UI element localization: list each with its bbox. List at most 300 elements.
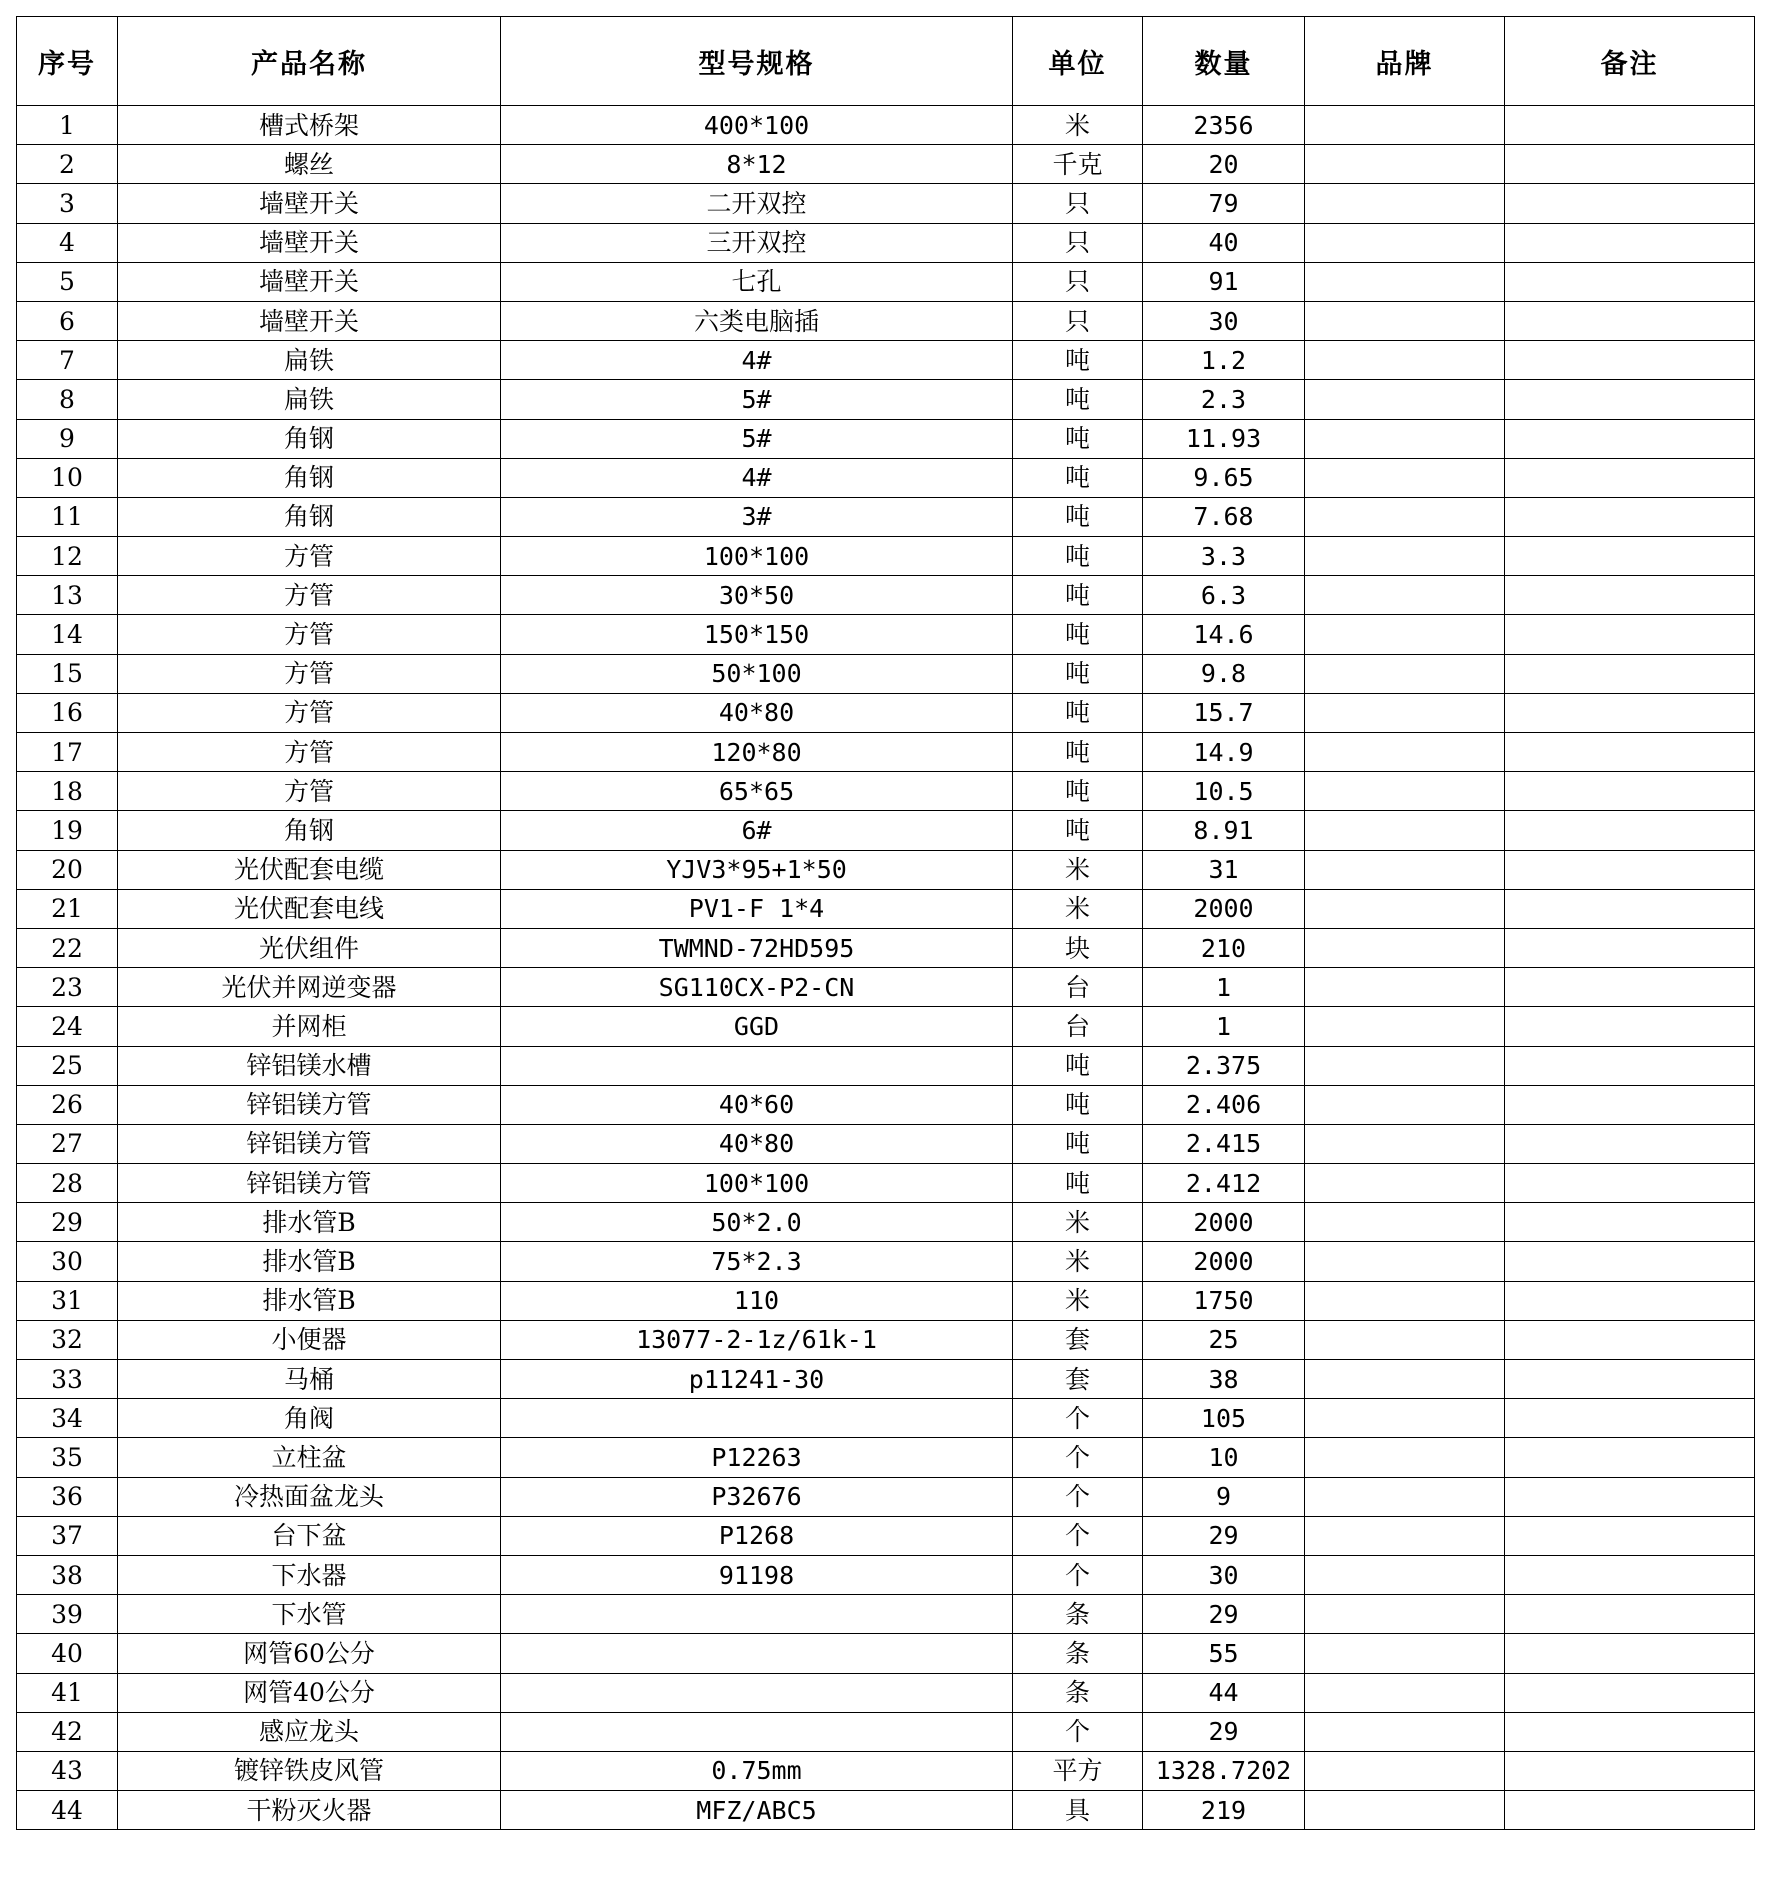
cell-unit: 吨 [1013, 576, 1143, 615]
cell-quantity: 219 [1143, 1791, 1305, 1830]
cell-remarks [1505, 1320, 1755, 1359]
table-row [17, 1046, 1755, 1085]
cell-model-spec: 40*60 [501, 1085, 1013, 1124]
cell-remarks [1505, 968, 1755, 1007]
cell-remarks [1505, 850, 1755, 889]
cell-unit: 吨 [1013, 1085, 1143, 1124]
header-unit: 单位 [1013, 17, 1143, 106]
cell-model-spec [501, 1673, 1013, 1712]
cell-index: 29 [17, 1203, 118, 1242]
cell-unit: 米 [1013, 1242, 1143, 1281]
cell-index: 5 [17, 262, 118, 301]
cell-brand [1305, 968, 1505, 1007]
cell-index: 28 [17, 1164, 118, 1203]
cell-product-name: 下水管 [118, 1595, 501, 1634]
cell-unit: 条 [1013, 1634, 1143, 1673]
cell-remarks [1505, 733, 1755, 772]
cell-index: 27 [17, 1124, 118, 1163]
cell-remarks [1505, 341, 1755, 380]
cell-brand [1305, 811, 1505, 850]
cell-quantity: 55 [1143, 1634, 1305, 1673]
cell-product-name: 角钢 [118, 419, 501, 458]
cell-quantity: 30 [1143, 301, 1305, 340]
cell-model-spec: 3# [501, 497, 1013, 536]
cell-model-spec: 50*100 [501, 654, 1013, 693]
cell-remarks [1505, 654, 1755, 693]
cell-index: 2 [17, 145, 118, 184]
cell-remarks [1505, 615, 1755, 654]
cell-quantity: 6.3 [1143, 576, 1305, 615]
cell-remarks [1505, 458, 1755, 497]
table-row [17, 1751, 1755, 1790]
cell-index: 9 [17, 419, 118, 458]
cell-model-spec: P12263 [501, 1438, 1013, 1477]
cell-unit: 吨 [1013, 341, 1143, 380]
cell-index: 14 [17, 615, 118, 654]
table-row [17, 1555, 1755, 1594]
cell-quantity: 9 [1143, 1477, 1305, 1516]
cell-quantity: 2000 [1143, 1203, 1305, 1242]
cell-index: 35 [17, 1438, 118, 1477]
table-row [17, 1791, 1755, 1830]
cell-brand [1305, 850, 1505, 889]
cell-product-name: 感应龙头 [118, 1712, 501, 1751]
cell-remarks [1505, 1046, 1755, 1085]
cell-remarks [1505, 1124, 1755, 1163]
table-row [17, 1438, 1755, 1477]
cell-model-spec: MFZ/ABC5 [501, 1791, 1013, 1830]
cell-quantity: 1 [1143, 1007, 1305, 1046]
materials-table [16, 16, 1755, 1830]
cell-remarks [1505, 301, 1755, 340]
cell-product-name: 方管 [118, 772, 501, 811]
cell-quantity: 29 [1143, 1516, 1305, 1555]
cell-product-name: 干粉灭火器 [118, 1791, 501, 1830]
cell-model-spec: SG110CX-P2-CN [501, 968, 1013, 1007]
cell-brand [1305, 419, 1505, 458]
cell-product-name: 角钢 [118, 497, 501, 536]
cell-quantity: 3.3 [1143, 537, 1305, 576]
cell-product-name: 冷热面盆龙头 [118, 1477, 501, 1516]
cell-quantity: 2000 [1143, 1242, 1305, 1281]
cell-quantity: 1 [1143, 968, 1305, 1007]
cell-index: 33 [17, 1360, 118, 1399]
cell-remarks [1505, 889, 1755, 928]
cell-quantity: 91 [1143, 262, 1305, 301]
cell-model-spec: 150*150 [501, 615, 1013, 654]
cell-unit: 吨 [1013, 811, 1143, 850]
table-row [17, 1281, 1755, 1320]
cell-index: 21 [17, 889, 118, 928]
cell-quantity: 31 [1143, 850, 1305, 889]
cell-model-spec: 三开双控 [501, 223, 1013, 262]
cell-unit: 米 [1013, 1281, 1143, 1320]
cell-model-spec: P1268 [501, 1516, 1013, 1555]
cell-remarks [1505, 1477, 1755, 1516]
cell-brand [1305, 1320, 1505, 1359]
cell-product-name: 光伏配套电线 [118, 889, 501, 928]
cell-unit: 吨 [1013, 537, 1143, 576]
cell-quantity: 29 [1143, 1712, 1305, 1751]
cell-product-name: 镀锌铁皮风管 [118, 1751, 501, 1790]
cell-model-spec: 5# [501, 419, 1013, 458]
table-row [17, 458, 1755, 497]
cell-unit: 吨 [1013, 654, 1143, 693]
cell-product-name: 下水器 [118, 1555, 501, 1594]
cell-product-name: 排水管B [118, 1242, 501, 1281]
cell-index: 11 [17, 497, 118, 536]
cell-remarks [1505, 184, 1755, 223]
cell-remarks [1505, 1360, 1755, 1399]
cell-product-name: 角钢 [118, 811, 501, 850]
cell-product-name: 锌铝镁方管 [118, 1164, 501, 1203]
cell-brand [1305, 1281, 1505, 1320]
table-row [17, 576, 1755, 615]
cell-product-name: 方管 [118, 537, 501, 576]
cell-unit: 个 [1013, 1477, 1143, 1516]
table-row [17, 1477, 1755, 1516]
cell-product-name: 光伏组件 [118, 928, 501, 967]
cell-unit: 条 [1013, 1595, 1143, 1634]
cell-remarks [1505, 1634, 1755, 1673]
cell-unit: 只 [1013, 262, 1143, 301]
cell-brand [1305, 1751, 1505, 1790]
cell-remarks [1505, 1164, 1755, 1203]
table-row [17, 850, 1755, 889]
cell-quantity: 2.412 [1143, 1164, 1305, 1203]
cell-model-spec: p11241-30 [501, 1360, 1013, 1399]
cell-quantity: 14.6 [1143, 615, 1305, 654]
cell-brand [1305, 1046, 1505, 1085]
cell-index: 24 [17, 1007, 118, 1046]
cell-product-name: 小便器 [118, 1320, 501, 1359]
cell-remarks [1505, 811, 1755, 850]
cell-index: 23 [17, 968, 118, 1007]
cell-brand [1305, 1007, 1505, 1046]
cell-remarks [1505, 1085, 1755, 1124]
cell-remarks [1505, 1791, 1755, 1830]
cell-model-spec: 400*100 [501, 106, 1013, 145]
table-row [17, 1516, 1755, 1555]
table-row [17, 1320, 1755, 1359]
cell-index: 10 [17, 458, 118, 497]
table-row [17, 1595, 1755, 1634]
cell-model-spec [501, 1595, 1013, 1634]
cell-brand [1305, 1477, 1505, 1516]
cell-quantity: 2.375 [1143, 1046, 1305, 1085]
table-row [17, 106, 1755, 145]
cell-product-name: 光伏并网逆变器 [118, 968, 501, 1007]
cell-quantity: 44 [1143, 1673, 1305, 1712]
cell-index: 40 [17, 1634, 118, 1673]
cell-product-name: 墙壁开关 [118, 262, 501, 301]
table-row [17, 1007, 1755, 1046]
cell-product-name: 槽式桥架 [118, 106, 501, 145]
cell-model-spec: 6# [501, 811, 1013, 850]
table-row [17, 1399, 1755, 1438]
cell-index: 4 [17, 223, 118, 262]
table-row [17, 1634, 1755, 1673]
cell-model-spec: 91198 [501, 1555, 1013, 1594]
cell-remarks [1505, 1007, 1755, 1046]
cell-brand [1305, 145, 1505, 184]
cell-index: 3 [17, 184, 118, 223]
cell-brand [1305, 301, 1505, 340]
cell-product-name: 马桶 [118, 1360, 501, 1399]
cell-brand [1305, 772, 1505, 811]
cell-remarks [1505, 223, 1755, 262]
cell-index: 20 [17, 850, 118, 889]
cell-quantity: 11.93 [1143, 419, 1305, 458]
cell-quantity: 14.9 [1143, 733, 1305, 772]
cell-product-name: 并网柜 [118, 1007, 501, 1046]
cell-unit: 个 [1013, 1438, 1143, 1477]
cell-quantity: 10.5 [1143, 772, 1305, 811]
cell-product-name: 锌铝镁方管 [118, 1085, 501, 1124]
cell-quantity: 7.68 [1143, 497, 1305, 536]
cell-model-spec: 七孔 [501, 262, 1013, 301]
cell-unit: 米 [1013, 106, 1143, 145]
cell-index: 13 [17, 576, 118, 615]
cell-product-name: 台下盆 [118, 1516, 501, 1555]
cell-index: 43 [17, 1751, 118, 1790]
cell-index: 39 [17, 1595, 118, 1634]
cell-model-spec: P32676 [501, 1477, 1013, 1516]
cell-brand [1305, 1242, 1505, 1281]
cell-quantity: 1.2 [1143, 341, 1305, 380]
cell-index: 18 [17, 772, 118, 811]
cell-product-name: 方管 [118, 654, 501, 693]
cell-brand [1305, 1791, 1505, 1830]
cell-index: 42 [17, 1712, 118, 1751]
cell-model-spec: 13077-2-1z/61k-1 [501, 1320, 1013, 1359]
table-row [17, 615, 1755, 654]
cell-brand [1305, 1164, 1505, 1203]
cell-product-name: 锌铝镁方管 [118, 1124, 501, 1163]
cell-model-spec [501, 1399, 1013, 1438]
cell-model-spec: YJV3*95+1*50 [501, 850, 1013, 889]
cell-brand [1305, 380, 1505, 419]
cell-unit: 平方 [1013, 1751, 1143, 1790]
cell-model-spec: 40*80 [501, 1124, 1013, 1163]
cell-remarks [1505, 1399, 1755, 1438]
table-row [17, 1085, 1755, 1124]
cell-product-name: 螺丝 [118, 145, 501, 184]
cell-product-name: 方管 [118, 693, 501, 732]
cell-model-spec: 5# [501, 380, 1013, 419]
table-row [17, 184, 1755, 223]
table-row [17, 811, 1755, 850]
cell-index: 16 [17, 693, 118, 732]
cell-index: 25 [17, 1046, 118, 1085]
cell-index: 34 [17, 1399, 118, 1438]
cell-quantity: 2.406 [1143, 1085, 1305, 1124]
cell-model-spec [501, 1634, 1013, 1673]
cell-quantity: 29 [1143, 1595, 1305, 1634]
cell-brand [1305, 693, 1505, 732]
cell-unit: 米 [1013, 1203, 1143, 1242]
cell-unit: 个 [1013, 1555, 1143, 1594]
table-row [17, 1712, 1755, 1751]
cell-index: 1 [17, 106, 118, 145]
table-row [17, 1203, 1755, 1242]
cell-brand [1305, 889, 1505, 928]
cell-model-spec: 50*2.0 [501, 1203, 1013, 1242]
cell-unit: 米 [1013, 850, 1143, 889]
cell-quantity: 40 [1143, 223, 1305, 262]
cell-remarks [1505, 1555, 1755, 1594]
cell-remarks [1505, 497, 1755, 536]
cell-brand [1305, 262, 1505, 301]
cell-model-spec [501, 1712, 1013, 1751]
cell-remarks [1505, 1203, 1755, 1242]
cell-model-spec: 110 [501, 1281, 1013, 1320]
cell-quantity: 30 [1143, 1555, 1305, 1594]
cell-unit: 吨 [1013, 772, 1143, 811]
cell-model-spec: 4# [501, 341, 1013, 380]
cell-quantity: 1328.7202 [1143, 1751, 1305, 1790]
cell-brand [1305, 576, 1505, 615]
cell-brand [1305, 1595, 1505, 1634]
cell-unit: 只 [1013, 184, 1143, 223]
cell-quantity: 105 [1143, 1399, 1305, 1438]
cell-index: 17 [17, 733, 118, 772]
cell-brand [1305, 223, 1505, 262]
cell-brand [1305, 1516, 1505, 1555]
table-row [17, 733, 1755, 772]
cell-brand [1305, 733, 1505, 772]
cell-model-spec: 75*2.3 [501, 1242, 1013, 1281]
header-index: 序号 [17, 17, 118, 106]
cell-unit: 个 [1013, 1712, 1143, 1751]
cell-product-name: 排水管B [118, 1281, 501, 1320]
cell-unit: 千克 [1013, 145, 1143, 184]
cell-brand [1305, 1712, 1505, 1751]
header-model-spec: 型号规格 [501, 17, 1013, 106]
cell-product-name: 方管 [118, 576, 501, 615]
cell-product-name: 方管 [118, 733, 501, 772]
cell-model-spec: 六类电脑插 [501, 301, 1013, 340]
cell-brand [1305, 1438, 1505, 1477]
table-row [17, 1124, 1755, 1163]
cell-index: 41 [17, 1673, 118, 1712]
cell-index: 37 [17, 1516, 118, 1555]
cell-unit: 吨 [1013, 733, 1143, 772]
table-row [17, 341, 1755, 380]
cell-model-spec: TWMND-72HD595 [501, 928, 1013, 967]
header-product-name: 产品名称 [118, 17, 501, 106]
cell-brand [1305, 1634, 1505, 1673]
cell-unit: 米 [1013, 889, 1143, 928]
cell-model-spec: 40*80 [501, 693, 1013, 732]
cell-model-spec: 0.75mm [501, 1751, 1013, 1790]
table-row [17, 419, 1755, 458]
cell-product-name: 立柱盆 [118, 1438, 501, 1477]
cell-model-spec: 100*100 [501, 1164, 1013, 1203]
cell-product-name: 角阀 [118, 1399, 501, 1438]
cell-quantity: 10 [1143, 1438, 1305, 1477]
table-row [17, 1164, 1755, 1203]
cell-model-spec: 65*65 [501, 772, 1013, 811]
table-row [17, 262, 1755, 301]
cell-product-name: 光伏配套电缆 [118, 850, 501, 889]
cell-index: 32 [17, 1320, 118, 1359]
cell-index: 26 [17, 1085, 118, 1124]
cell-remarks [1505, 1751, 1755, 1790]
cell-quantity: 9.65 [1143, 458, 1305, 497]
cell-index: 19 [17, 811, 118, 850]
cell-brand [1305, 1360, 1505, 1399]
cell-unit: 吨 [1013, 1164, 1143, 1203]
cell-remarks [1505, 106, 1755, 145]
cell-remarks [1505, 693, 1755, 732]
cell-quantity: 8.91 [1143, 811, 1305, 850]
cell-remarks [1505, 145, 1755, 184]
cell-brand [1305, 497, 1505, 536]
cell-brand [1305, 1399, 1505, 1438]
cell-index: 38 [17, 1555, 118, 1594]
cell-model-spec: PV1-F 1*4 [501, 889, 1013, 928]
cell-model-spec: 30*50 [501, 576, 1013, 615]
cell-unit: 套 [1013, 1320, 1143, 1359]
cell-index: 36 [17, 1477, 118, 1516]
table-row [17, 223, 1755, 262]
cell-brand [1305, 1124, 1505, 1163]
cell-product-name: 墙壁开关 [118, 301, 501, 340]
cell-product-name: 扁铁 [118, 380, 501, 419]
cell-remarks [1505, 537, 1755, 576]
cell-index: 15 [17, 654, 118, 693]
cell-quantity: 25 [1143, 1320, 1305, 1359]
table-row [17, 301, 1755, 340]
cell-product-name: 网管40公分 [118, 1673, 501, 1712]
cell-index: 22 [17, 928, 118, 967]
cell-product-name: 排水管B [118, 1203, 501, 1242]
table-body [17, 106, 1755, 1830]
cell-index: 8 [17, 380, 118, 419]
cell-unit: 吨 [1013, 380, 1143, 419]
cell-index: 7 [17, 341, 118, 380]
table-row [17, 497, 1755, 536]
cell-product-name: 方管 [118, 615, 501, 654]
cell-brand [1305, 1085, 1505, 1124]
cell-quantity: 2000 [1143, 889, 1305, 928]
table-row [17, 968, 1755, 1007]
cell-unit: 只 [1013, 223, 1143, 262]
cell-unit: 吨 [1013, 1046, 1143, 1085]
cell-unit: 个 [1013, 1399, 1143, 1438]
cell-model-spec: GGD [501, 1007, 1013, 1046]
cell-unit: 个 [1013, 1516, 1143, 1555]
cell-brand [1305, 341, 1505, 380]
cell-index: 44 [17, 1791, 118, 1830]
cell-product-name: 网管60公分 [118, 1634, 501, 1673]
cell-brand [1305, 928, 1505, 967]
cell-quantity: 1750 [1143, 1281, 1305, 1320]
cell-remarks [1505, 576, 1755, 615]
cell-quantity: 79 [1143, 184, 1305, 223]
cell-quantity: 210 [1143, 928, 1305, 967]
cell-index: 6 [17, 301, 118, 340]
cell-index: 12 [17, 537, 118, 576]
cell-unit: 吨 [1013, 458, 1143, 497]
cell-remarks [1505, 419, 1755, 458]
table-row [17, 1242, 1755, 1281]
cell-unit: 台 [1013, 968, 1143, 1007]
cell-unit: 条 [1013, 1673, 1143, 1712]
table-row [17, 693, 1755, 732]
cell-model-spec: 8*12 [501, 145, 1013, 184]
